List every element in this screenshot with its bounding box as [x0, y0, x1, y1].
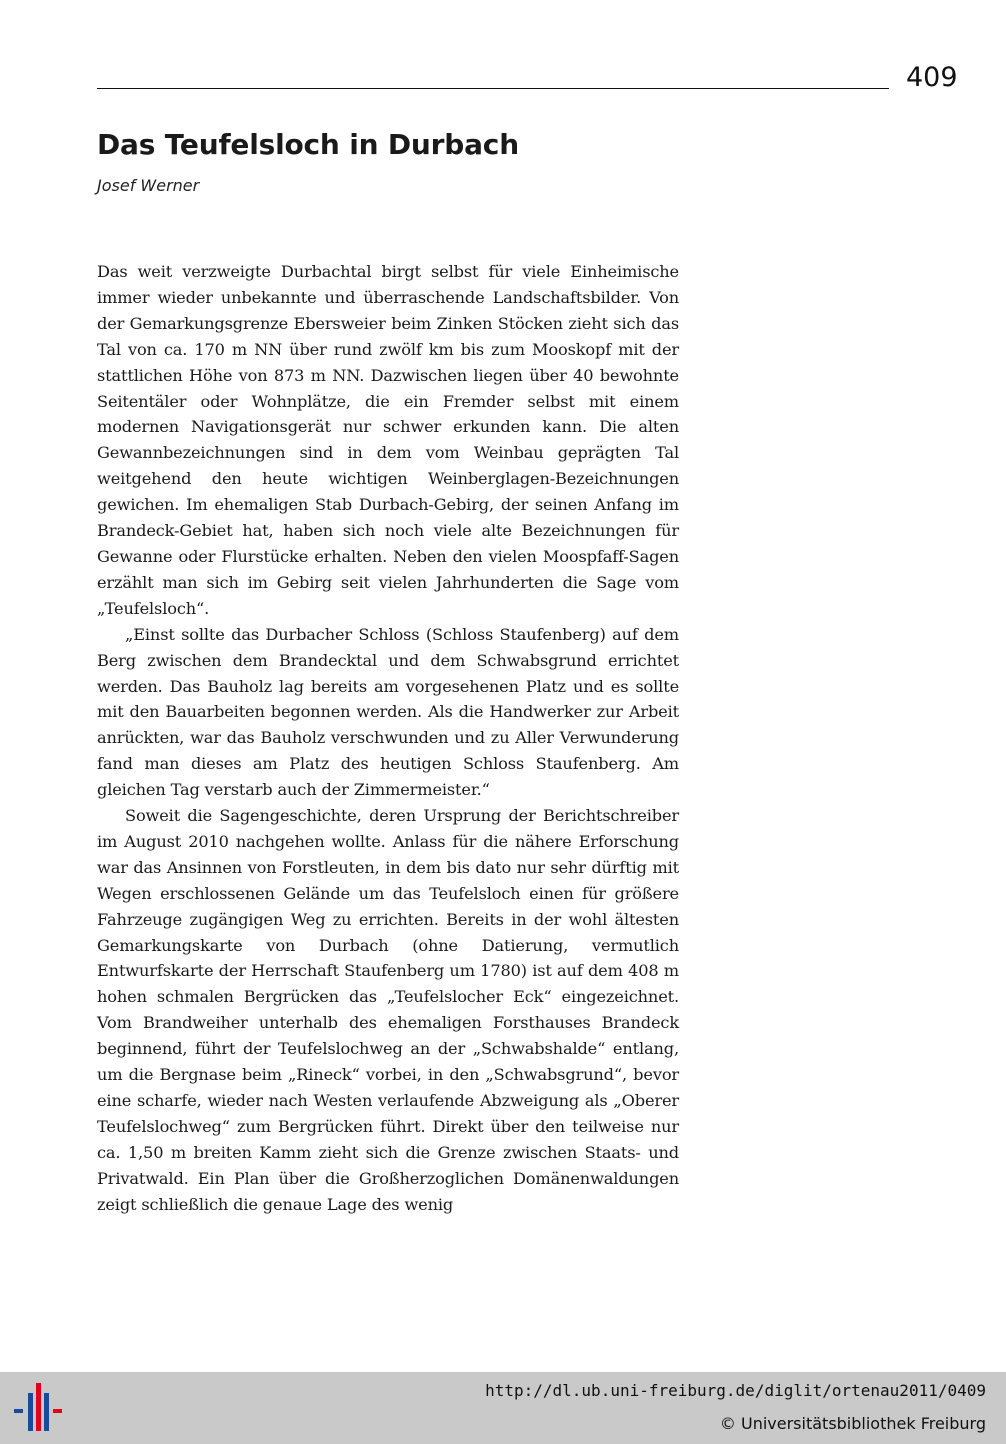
- header-rule: [97, 88, 889, 89]
- footer-bar: [0, 1372, 1006, 1444]
- article-title: Das Teufelsloch in Durbach: [97, 128, 519, 161]
- copyright-notice: © Universitätsbibliothek Freiburg: [719, 1414, 986, 1433]
- paragraph: „Einst sollte das Durbacher Schloss (Schloss Staufenberg) auf dem Berg zwischen dem Brandecktal und dem Schwabsgrund errichtet werden. Das Bauholz lag bereits am vorgesehenen Platz und es sollte mit den Bauarbeiten begonnen werden. Als die Handwerker zur Arbeit anrückten, war das Bauholz verschwunden und zu Aller Verwunderung fand man dieses am Platz des heutigen Schloss Staufenberg. Am gleichen Tag verstarb auch der Zimmermeister.“: [97, 624, 679, 800]
- article-author: Josef Werner: [97, 176, 200, 195]
- paragraph: Das weit verzweigte Durbachtal birgt selbst für viele Einheimische immer wieder unbekannte und überraschende Landschaftsbilder. Von der Gemarkungsgrenze Ebersweier beim Zinken Stöcken zieht sich das Tal von ca. 170 m NN über rund zwölf km bis zum Mooskopf mit der stattlichen Höhe von 873 m NN. Dazwischen liegen über 40 bewohnte Seitentäler oder Wohnplätze, die ein Fremder selbst mit einem modernen Navigationsgerät nur schwer erkunden kann. Die alten Gewannbezeichnungen sind in dem vom Weinbau geprägten Tal weitgehend den heute wichtigen Weinberglagen-Bezeichnungen gewichen. Im ehemaligen Stab Durbach-Gebirg, der seinen Anfang im Brandeck-Gebiet hat, haben sich noch viele alte Bezeichnungen für Gewanne oder Flurstücke erhalten. Neben den vielen Moospfaff-Sagen erzählt man sich im Gebirg seit vielen Jahrhunderten die Sage vom „Teufelsloch“.: [97, 262, 679, 618]
- digitization-url-link[interactable]: http://dl.ub.uni-freiburg.de/diglit/ortenau2011/0409: [485, 1381, 986, 1400]
- paragraph: Soweit die Sagengeschichte, deren Ursprung der Berichtschreiber im August 2010 nachgehen wollte. Anlass für die nähere Erforschung war das Ansinnen von Forstleuten, in dem bis dato nur sehr dürftig mit Wegen erschlossenen Gelände um das Teufelsloch einen für größere Fahrzeuge zugängigen Weg zu errichten. Bereits in der wohl ältesten Gemarkungskarte von Durbach (ohne Datierung, vermutlich Entwurfskarte der Herrschaft Staufenberg um 1780) ist auf dem 408 m hohen schmalen Bergrücken das „Teufelslocher Eck“ eingezeichnet. Vom Brandweiher unterhalb des ehemaligen Forsthauses Brandeck beginnend, führt der Teufelslochweg an der „Schwabshalde“ entlang, um die Bergnase beim „Rineck“ vorbei, in den „Schwabsgrund“, bevor eine scharfe, wieder nach Westen verlaufende Abzweigung als „Oberer Teufelslochweg“ zum Bergrücken führt. Direkt über den teilweise nur ca. 1,50 m breiten Kamm zieht sich die Grenze zwischen Staats- und Privatwald. Ein Plan über die Großherzoglichen Domänenwaldungen zeigt schließlich die genaue Lage des wenig: [97, 806, 679, 1214]
- article-body: [97, 259, 679, 1218]
- ub-freiburg-logo-icon: [10, 1383, 66, 1435]
- page-number: 409: [906, 62, 958, 93]
